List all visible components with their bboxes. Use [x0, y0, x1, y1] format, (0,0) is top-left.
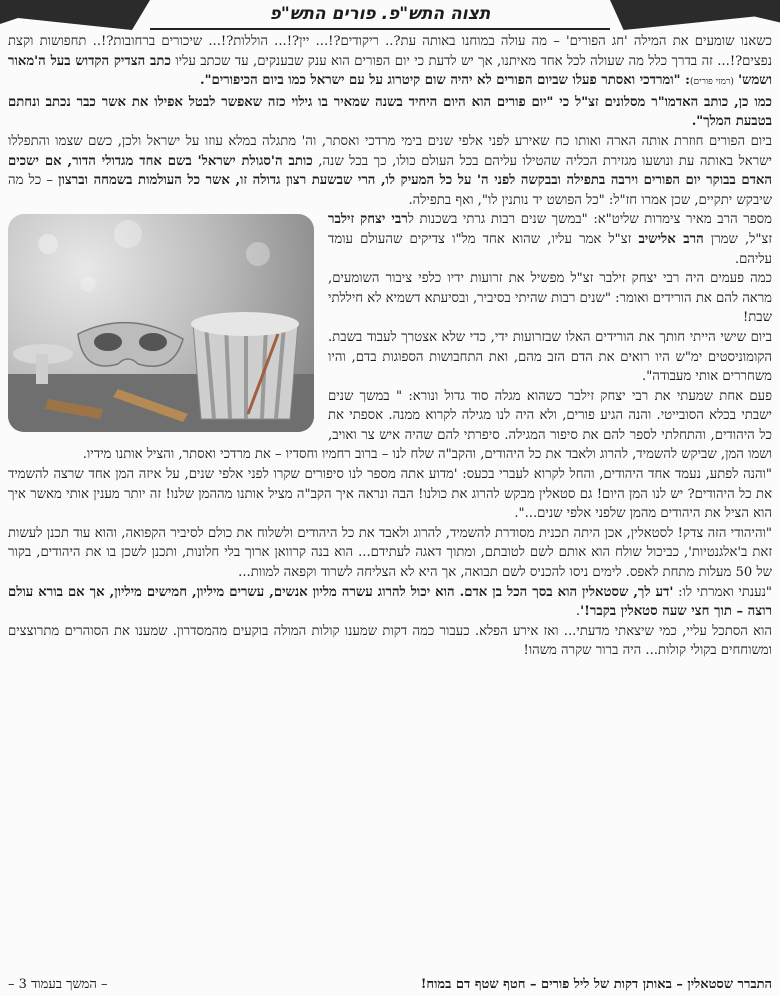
- paragraph-8: "והנה לפתע, נעמד אחד היהודים, והחל לקרוא לעברי בכעס: 'מדוע אתה מספר לנו סיפורים שקרו לפני אלפי שנים, על איזה המן אחד שרצה להשמיד את כל היהודים? יש לנו המן היום! גם סטאלין מבקש להרוג את כולנו! הבה ונראה איך הקב"ה מציל אותנו מההמן שלנו! זה יותר מענין אותי מאשר איך הוא הציל את היהודים מהמן שלפני אלפי שנים...".: [8, 467, 772, 522]
- paragraph-7: פעם אחת שמעתי את רבי יצחק זילבר כשהוא מגלה סוד גדול ונורא: " במשך שנים ישבתי בכלא הסובייטי. והנה הגיע פורים, ולא היה לנו מגילה לקרוא ממנה. אספתי את כל היהודים, והתחלתי לספר להם את סיפור המגילה. סיפרתי להם שהיה איש צר ואויב, ושמו המן, שביקש להשמיד, להרוג ולאבד את כל היהודים, והקב"ה שלח לנו – ברוב רחמיו וחסדיו – את מרדכי ואסתר, והציל אותנו מידיו.: [82, 388, 772, 463]
- continued-note: – המשך בעמוד 3 –: [8, 977, 108, 992]
- paragraph-11: הוא הסתכל עליי, כמי שיצאתי מדעתי... ואז אירע הפלא. כעבור כמה דקות שמענו קולות המולה בוקעים מהמסדרון. שמענו את הסוהרים מתרוצצים ומשוחחים בקולי קולות... היה ברור שקרה משהו!: [8, 623, 772, 659]
- header-ribbon-right: [610, 0, 780, 30]
- paragraph-9: "והיהודי הזה צדק! לסטאלין, אכן היתה תכנית מסודרת להשמיד, להרוג ולאבד את כל היהודים ולשלוח את כולם לסיביר הקפואה, והוא עוד תכנן לעשות זאת ב'אלגנטיות', כביכול שולח הוא אותם לשם לטובתם, ומתוך דאגה לעתידם... הוא בנה קרוואן ארוך בלי חלונות, ותכנן לשכן בו את היהודים, בקור של 50 מעלות מתחת לאפס. לימים ניסו להכניס לשם תבואה, אך היא לא הצליחה לשרוד וקפאה למוות...: [8, 525, 772, 581]
- article-body: [8, 32, 772, 992]
- paragraph-2: כמו כן, כותב האדמו"ר מסלונים זצ"ל כי "יום פורים הוא היום היחיד בשנה שמאיר בו גילוי כזה שאפשר לבטל אפילו את אשר כבר נכתב ונחתם בטבעת המלך".: [8, 94, 772, 130]
- closing-line: התברר שסטאלין – באותן דקות של ליל פורים – חטף שטף דם במוח!: [420, 977, 772, 992]
- mask-illustration: [8, 214, 314, 432]
- paragraph-5: כמה פעמים היה רבי יצחק זילבר זצ"ל מפשיל את זרועות ידיו כלפי ציבור השומעים, מראה להם את הורידים ואומר: "שנים רבות שהיתי בסיביר, ובסיעתא דשמיא לא חיללתי שבת!: [328, 271, 772, 326]
- page-header: תצוה התש"פ. פורים התש"פ: [150, 0, 610, 30]
- header-ribbon-left: [0, 0, 150, 30]
- purim-mask-photo: [8, 214, 314, 432]
- paragraph-10: "נענתי ואמרתי לו: 'דע לך, שסטאלין הוא בסך הכל בן אדם. הוא יכול להרוג עשרה מליון אנשים, עשרים מיליון, חמישים מיליון, אך אם בורא עולם רוצה – תוך חצי שעה סטאלין בקבר!'.: [8, 584, 772, 620]
- paragraph-3: ביום הפורים חוזרת אותה הארה ואותו כח שאירע לפני אלפי שנים בימי מרדכי ואסתר, וה' מתגלה במלא עוזו על ישראל ולכן, כשם שצמו והתפללו ישראל באותה עת ונושעו מגזירת הכליה שהטילו עליהם בכל העולם כולו, כך בכל שנה, כותב ה'סגולת ישראל' בשם אחד מגדולי הדור, אם ישכים האדם בבוקר יום הפורים וירבה בתפילה ובבקשה לפני ה' על כל המעיק לו, הרי שבשעת רצון גדולה זו, אשר כל העולמות בשמחה וברצון – כל מה שיבקש יתקיים, שכן אמרו חז"ל: "כל הפושט יד נותנין לו", ואף בתפילה.: [8, 133, 772, 208]
- paragraph-6: ביום שישי הייתי חותך את הורידים האלו שבזרועות ידי, כדי שלא אצטרך לעבוד בשבת. הקומוניסטים ימ"ש היו רואים את הדם הזב מהם, ואת התחבושות הספוגות בדם, והיו משחררים אותי מעבודה".: [328, 329, 772, 385]
- paragraph-1: כשאנו שומעים את המילה 'חג הפורים' – מה עולה במוחנו באותה עת?.. ריקודים?!... יין?!... הוללות?!... שיכורים ברחובות?!.. תחפושות וקצת נפצים?!... זה בדרך כלל מה שעולה לכל אחד מאיתנו, אך יש לדעת כי יום הפורים הוא ענק שבענקים, עד שכתב עליו כתב הצדיק הקדוש בעל ה'מאור ושמש' (רמזי פורים): "ומרדכי ואסתר פעלו שביום הפורים לא יהיה שום קיטרוג על עם ישראל כמו ביום הכיפורים".: [8, 34, 772, 89]
- paragraph-4: מספר הרב מאיר צימרות שליט"א: "במשך שנים רבות גרתי בשכנות לרבי יצחק זילבר זצ"ל, שמרן הרב אלישיב זצ"ל אמר עליו, שהוא אחד מל"ו צדיקים שהעולם עומד עליהם.: [328, 212, 772, 267]
- page-footer: [8, 976, 772, 994]
